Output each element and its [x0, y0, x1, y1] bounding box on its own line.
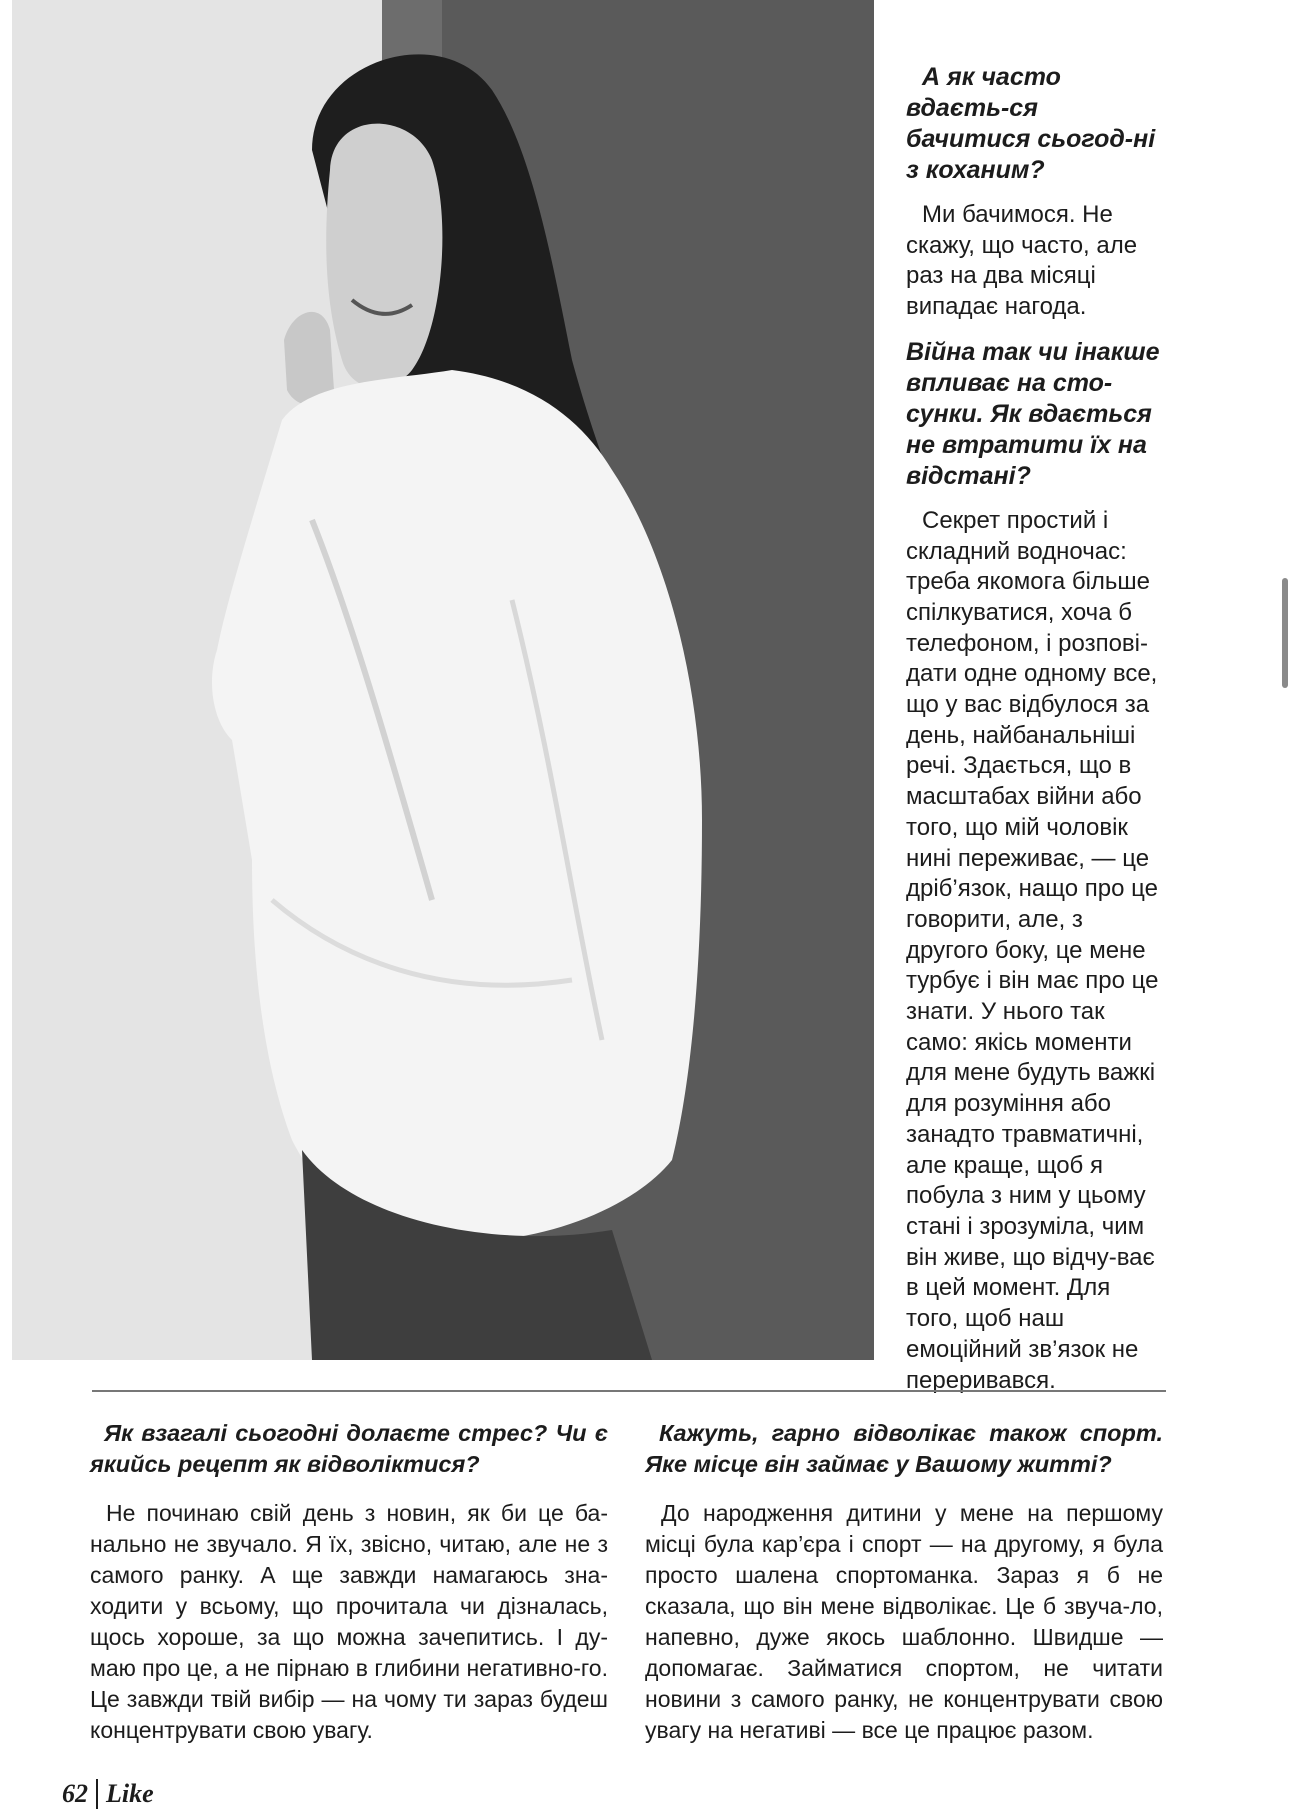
footer-separator	[96, 1779, 98, 1809]
answer-stress: Не починаю свій день з новин, як би це ба-нально не звучало. Я їх, звісно, читаю, але не з самого ранку. А ще завжди намагаюсь зна-ходити у всьому, що прочитала чи дізналась, щось хороше, за що можна зачепитись. І ду-маю про це, а не пірнаю в глибини негативно-го. Це завжди твій вибір — на чому ти зараз будеш концентрувати свою увагу.	[90, 1500, 608, 1743]
answer-sport: До народження дитини у мене на першому місці була кар’єра і спорт — на другому, я була просто шалена спортоманка. Зараз я б не сказала, що він мене відволікає. Це б звуча-ло, напевно, дуже якось шаблонно. Швидше — допомагає. Займатися спортом, не читати новини з самого ранку, не концентрувати свою увагу на негативі — все це працює разом.	[645, 1500, 1163, 1743]
interview-column-right	[645, 1418, 1163, 1760]
scrollbar-thumb[interactable]	[1282, 578, 1288, 688]
portrait-photo	[12, 0, 874, 1360]
answer-meeting: Ми бачимося. Не скажу, що часто, але раз на два місяці випадає нагода.	[906, 201, 1138, 321]
question-sport: Кажуть, гарно відволікає також спорт. Яке місце він займає у Вашому житті?	[645, 1420, 1163, 1477]
question-war-relationships: Війна так чи інакше впливає на сто-сунки. Як вдається не втратити їх на відстані?	[906, 337, 1160, 490]
interview-column-left	[90, 1418, 608, 1760]
page-footer	[62, 1778, 154, 1810]
answer-war-relationships: Секрет простий і складний водночас: треба якомога більше спілкуватися, хоча б телефоном, і розпові-дати одне одному все, що у вас відбулося за день, найбанальніші речі. Здається, що в масштабах війни або того, що мій чоловік нині переживає, — це дріб’язок, нащо про це говорити, але, з другого боку, це мене турбує і він має про це знати. У нього так само: якісь моменти для мене будуть важкі для розуміння або занадто травматичні, але краще, щоб я побула з ним у цьому стані і зрозуміла, чим він живе, що відчу-ває в цей момент. Для того, щоб наш емоційний зв’язок не переривався.	[906, 506, 1159, 1394]
page-number: 62	[62, 1779, 88, 1808]
portrait-illustration	[12, 0, 874, 1360]
magazine-name: Like	[106, 1779, 154, 1808]
question-meeting: А як часто вдаєть-ся бачитися сьогод-ні з коханим?	[906, 63, 1156, 184]
sidebar-interview-column	[906, 62, 1168, 1410]
section-divider	[92, 1390, 1166, 1392]
question-stress: Як взагалі сьогодні долаєте стрес? Чи є якийсь рецепт як відволіктися?	[90, 1420, 608, 1477]
